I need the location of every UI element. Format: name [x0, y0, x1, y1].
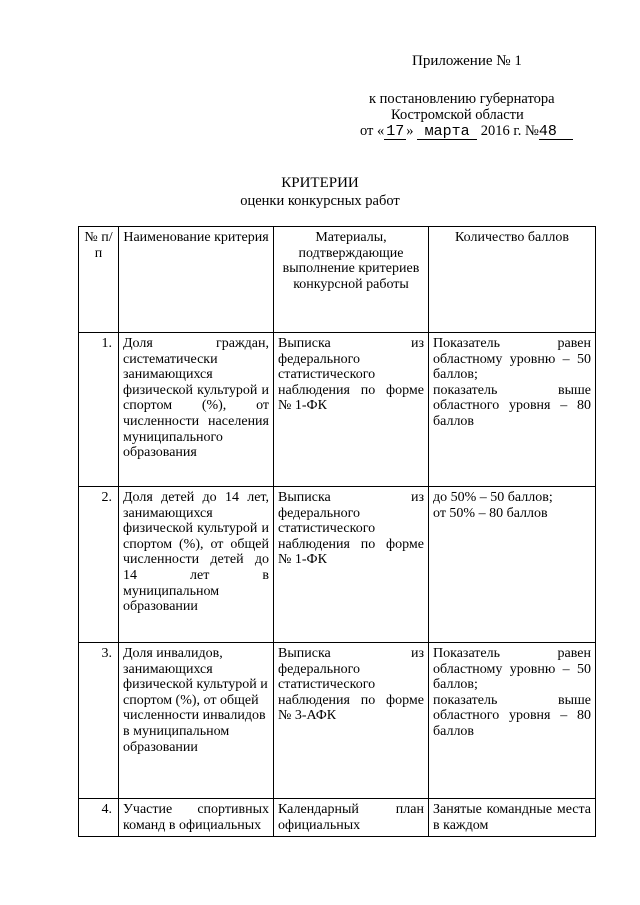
header-name: Наименование критерия — [119, 227, 274, 333]
table-row — [79, 487, 596, 643]
table-row — [79, 643, 596, 799]
date-number: 48 — [539, 125, 573, 140]
points-line: Показатель равен областному уровню – 50 баллов; — [433, 336, 591, 383]
points-line: показатель выше областного уровня – 80 баллов — [433, 692, 591, 739]
header-num: № п/п — [79, 227, 119, 333]
row-criterion: Участие спортивных команд в официальных — [119, 799, 274, 837]
resolution-date-line — [360, 124, 573, 140]
row-num: 2. — [79, 487, 119, 643]
points-line: от 50% – 80 баллов — [433, 505, 548, 521]
row-points — [429, 643, 596, 799]
region-line: Костромской области — [391, 107, 524, 123]
points-line: до 50% – 50 баллов; — [433, 490, 553, 505]
row-num: 1. — [79, 333, 119, 487]
header-points: Количество баллов — [429, 227, 596, 333]
row-criterion: Доля инвалидов, занимающихся физической культурой и спортом (%), от общей численности инвалидов в муниципальном образовании — [119, 643, 274, 799]
row-num: 3. — [79, 643, 119, 799]
row-materials: Выписка из федерального статистического наблюдения по форме № 3-АФК — [274, 643, 429, 799]
appendix-label: Приложение № 1 — [412, 53, 522, 69]
date-from: от — [360, 123, 374, 139]
row-materials: Выписка из федерального статистического наблюдения по форме № 1-ФК — [274, 487, 429, 643]
row-criterion: Доля граждан, систематически занимающихся физической культурой и спортом (%), от численности населения муниципального образования — [119, 333, 274, 487]
row-num: 4. — [79, 799, 119, 837]
row-points — [429, 799, 596, 837]
row-criterion: Доля детей до 14 лет, занимающихся физической культурой и спортом (%), от общей численности детей до 14 лет в муниципальном образовании — [119, 487, 274, 643]
table-row — [79, 799, 596, 837]
date-year: 2016 г. № — [480, 123, 539, 139]
points-line: показатель выше областного уровня – 80 баллов — [433, 382, 591, 429]
row-materials: Календарный план официальных — [274, 799, 429, 837]
date-open-quote: « — [377, 123, 385, 139]
date-month: марта — [417, 125, 477, 140]
table-row — [79, 333, 596, 487]
row-points — [429, 333, 596, 487]
table-header-row — [79, 227, 596, 333]
resolution-line: к постановлению губернатора — [369, 91, 555, 107]
date-close-quote: » — [406, 123, 414, 139]
document-title: КРИТЕРИИ — [281, 175, 359, 191]
points-line: Показатель равен областному уровню – 50 баллов; — [433, 646, 591, 693]
criteria-table — [78, 226, 596, 837]
row-materials: Выписка из федерального статистического наблюдения по форме № 1-ФК — [274, 333, 429, 487]
points-line: Занятые командные места в каждом — [433, 802, 591, 833]
header-materials: Материалы, подтверждающие выполнение критериев конкурсной работы — [274, 227, 429, 333]
date-day: 17 — [386, 123, 405, 140]
document-subtitle: оценки конкурсных работ — [240, 193, 400, 209]
row-points — [429, 487, 596, 643]
